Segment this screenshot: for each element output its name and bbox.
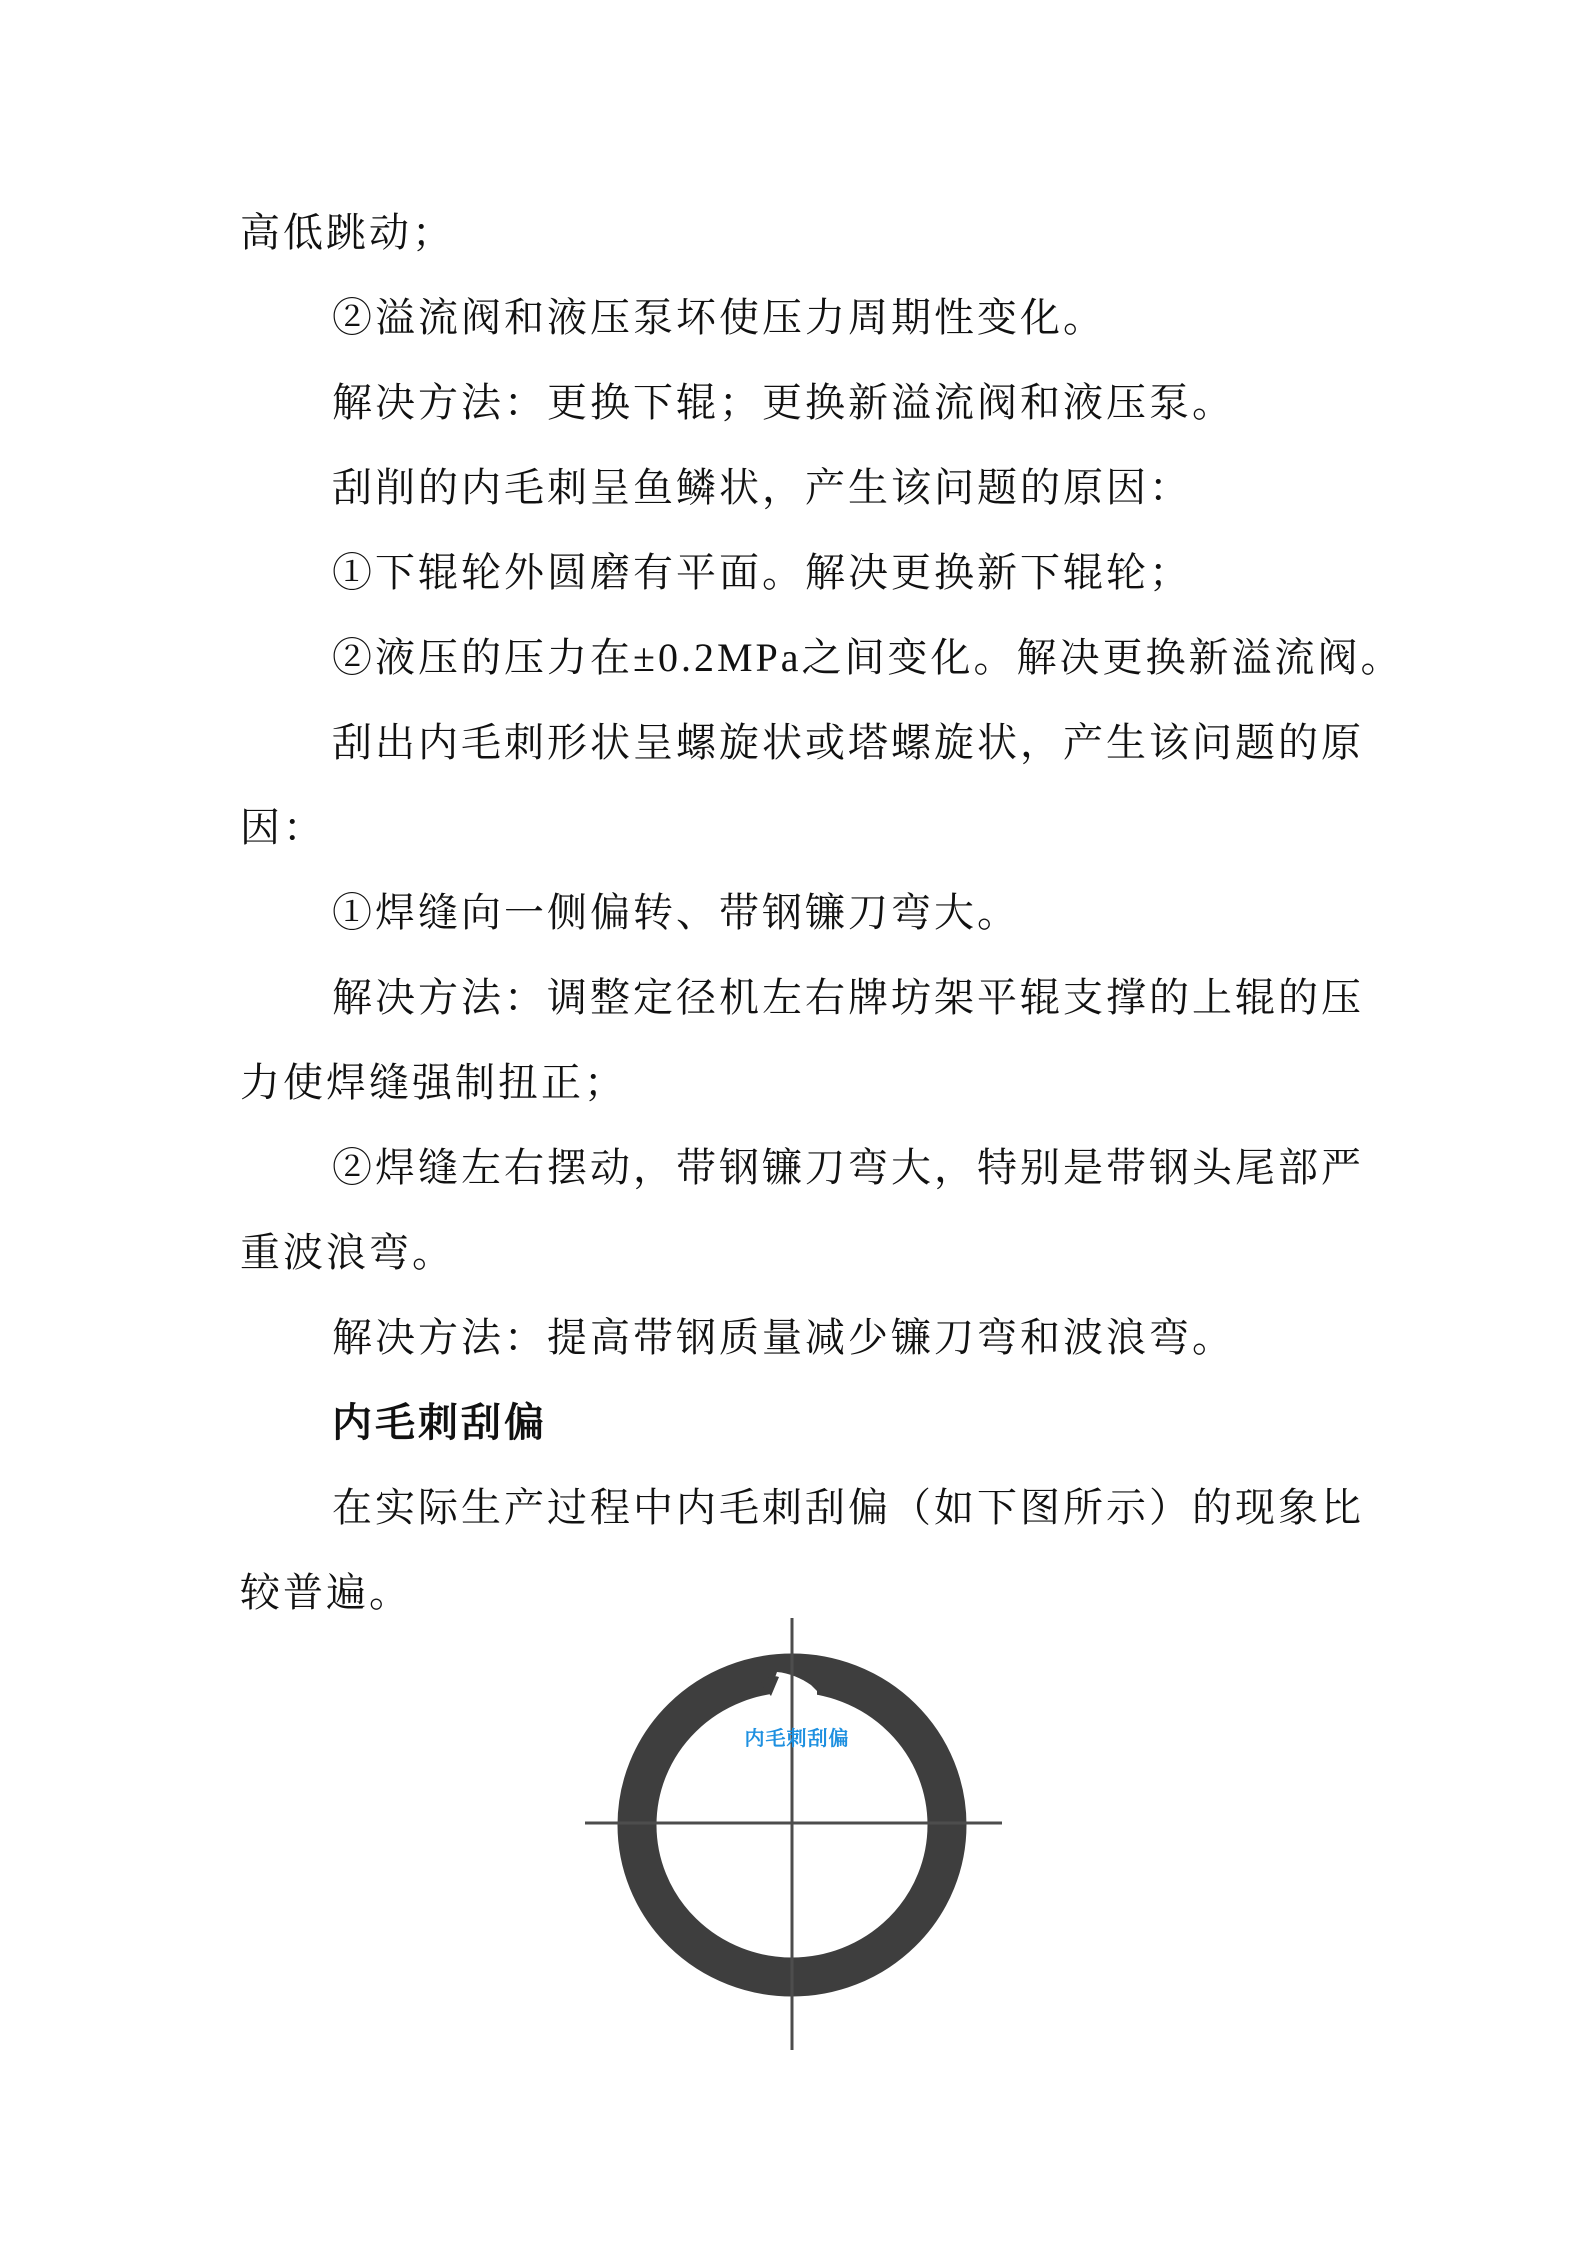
section-heading: 内毛刺刮偏 (332, 1400, 547, 1445)
text-line: 解决方法：调整定径机左右牌坊架平辊支撑的上辊的压 (332, 975, 1364, 1020)
text-line: ②溢流阀和液压泵坏使压力周期性变化。 (332, 295, 1106, 340)
text-line: 解决方法：更换下辊；更换新溢流阀和液压泵。 (332, 380, 1235, 425)
text-line: ②焊缝左右摆动，带钢镰刀弯大，特别是带钢头尾部严 (332, 1145, 1364, 1190)
document-body (240, 190, 1404, 1635)
text-line: 刮出内毛刺形状呈螺旋状或塔螺旋状，产生该问题的原 (332, 720, 1364, 765)
text-line: ①焊缝向一侧偏转、带钢镰刀弯大。 (332, 890, 1020, 935)
text-line: 高低跳动； (240, 210, 455, 255)
text-line: 在实际生产过程中内毛刺刮偏（如下图所示）的现象比 (332, 1485, 1364, 1530)
text-line: 解决方法：提高带钢质量减少镰刀弯和波浪弯。 (332, 1315, 1235, 1360)
text-line: 力使焊缝强制扭正； (240, 1060, 627, 1105)
text-line: 因： (240, 805, 326, 850)
text-line: 重波浪弯。 (240, 1230, 455, 1275)
burr-offset-label: 内毛刺刮偏 (744, 1728, 850, 1750)
pipe-cross-section-diagram (540, 1600, 1050, 2060)
text-line: ②液压的压力在±0.2MPa之间变化。解决更换新溢流阀。 (332, 635, 1404, 680)
text-line: ①下辊轮外圆磨有平面。解决更换新下辊轮； (332, 550, 1192, 595)
text-line: 较普遍。 (240, 1570, 412, 1615)
text-line: 刮削的内毛刺呈鱼鳞状，产生该问题的原因： (332, 465, 1192, 510)
